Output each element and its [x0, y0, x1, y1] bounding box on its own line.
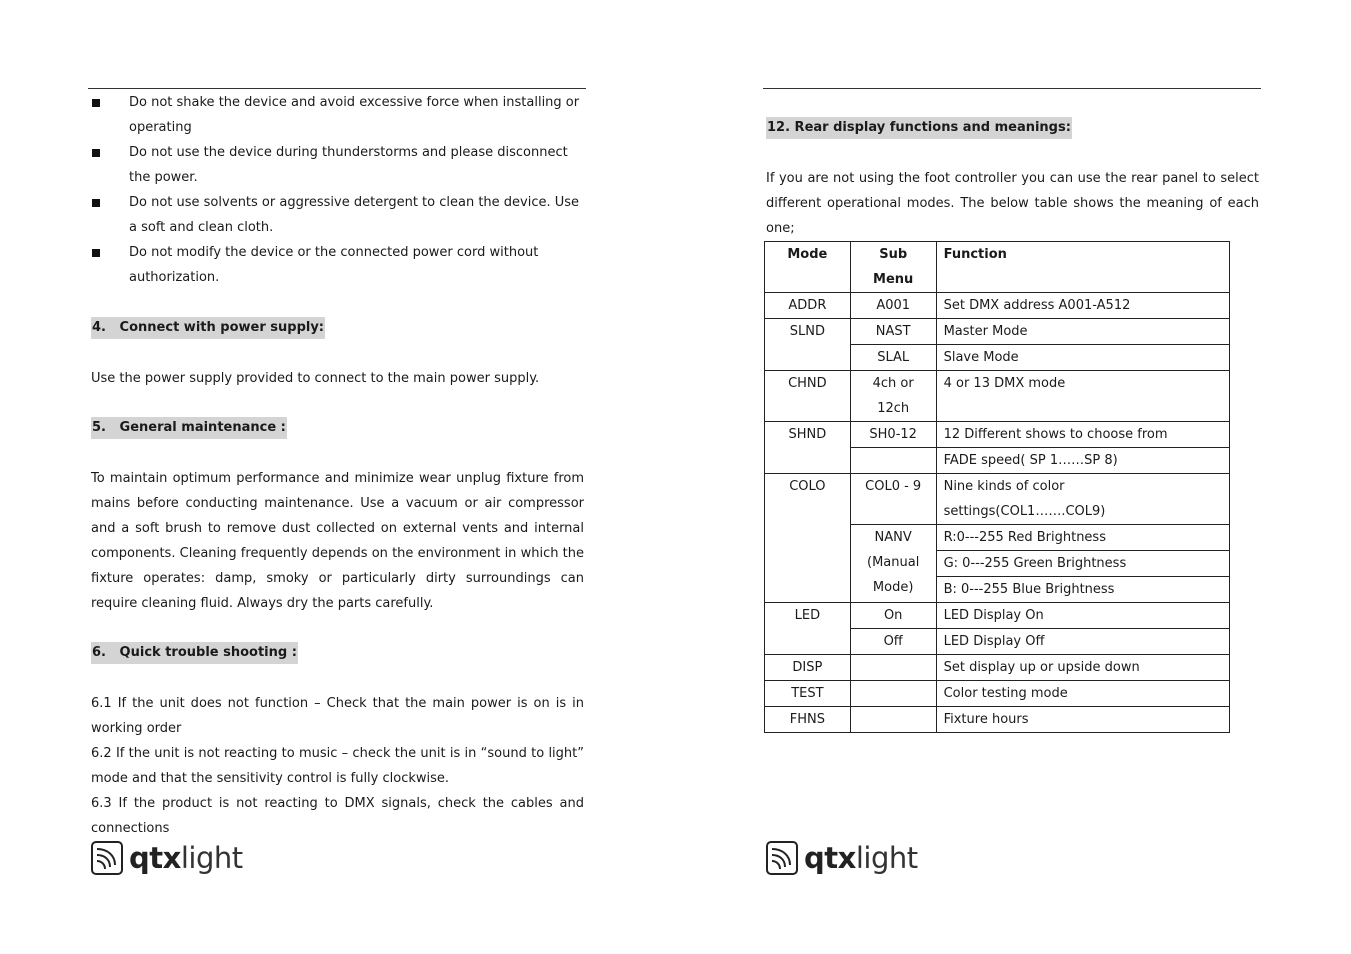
- bullet-item: [88, 190, 584, 240]
- mode-cell: LED: [765, 603, 851, 655]
- qtx-swirl-icon: [91, 841, 123, 875]
- table-row: [765, 681, 1230, 707]
- header-function: Function: [936, 242, 1229, 293]
- table-row: [765, 293, 1230, 319]
- maintenance-text: To maintain optimum performance and minimize wear unplug fixture from mains before conducting maintenance. Use a vacuum or air compressor and a soft brush to remove dust collected on external vents and internal components. Cleaning frequently depends on the environment in which the fixture operates: damp, smoky or particularly dirty surroundings can require cleaning fluid. Always dry the parts carefully.: [91, 471, 584, 611]
- bullet-text: Do not use solvents or aggressive detergent to clean the device. Use a soft and clean cloth.: [129, 195, 580, 235]
- sub-cell: NANV (Manual Mode): [850, 525, 936, 603]
- function-cell: Fixture hours: [936, 707, 1229, 733]
- function-cell: 4 or 13 DMX mode: [936, 371, 1229, 422]
- square-bullet-icon: [88, 190, 129, 240]
- troubleshooting-item: 6.1 If the unit does not function – Check that the main power is on is in working order: [91, 696, 584, 736]
- square-bullet-icon: [88, 140, 129, 190]
- bullet-item: [88, 90, 584, 140]
- sub-cell: 4ch or 12ch: [850, 371, 936, 422]
- table-row: [765, 474, 1230, 525]
- table-row: [765, 319, 1230, 345]
- sub-cell: SH0-12: [850, 422, 936, 448]
- function-cell: 12 Different shows to choose from: [936, 422, 1229, 448]
- logo-wordmark: qtxlight: [129, 841, 243, 875]
- function-cell: Slave Mode: [936, 345, 1229, 371]
- bullet-item: [88, 240, 584, 290]
- sub-cell: [850, 681, 936, 707]
- mode-cell: SHND: [765, 422, 851, 474]
- square-bullet-icon: [88, 90, 129, 140]
- sub-cell: A001: [850, 293, 936, 319]
- table-row: [765, 707, 1230, 733]
- right-page: [763, 0, 1263, 954]
- mode-cell: ADDR: [765, 293, 851, 319]
- function-cell: Master Mode: [936, 319, 1229, 345]
- troubleshooting-item: 6.3 If the product is not reacting to DMX signals, check the cables and connections: [91, 796, 584, 836]
- sub-cell: SLAL: [850, 345, 936, 371]
- mode-cell: TEST: [765, 681, 851, 707]
- troubleshooting-list: [91, 691, 584, 841]
- troubleshooting-item: 6.2 If the unit is not reacting to music – check the unit is in “sound to light” mode and that the sensitivity control is fully clockwise.: [91, 746, 584, 786]
- table-row: [765, 603, 1230, 629]
- bullet-text: Do not shake the device and avoid excessive force when installing or operating: [129, 95, 580, 135]
- qtxlight-logo: [766, 838, 918, 878]
- function-cell: Set display up or upside down: [936, 655, 1229, 681]
- header-rule: [763, 88, 1261, 89]
- sub-cell: NAST: [850, 319, 936, 345]
- bullet-text: Do not use the device during thunderstorms and please disconnect the power.: [129, 145, 568, 185]
- function-cell: Nine kinds of color settings(COL1…….COL9): [936, 474, 1229, 525]
- section-heading-power: 4. Connect with power supply:: [91, 317, 325, 339]
- sub-cell: [850, 448, 936, 474]
- section-heading-troubleshooting: 6. Quick trouble shooting :: [91, 642, 298, 664]
- square-bullet-icon: [88, 240, 129, 290]
- left-page: [88, 0, 588, 954]
- rear-display-intro: If you are not using the foot controller you can use the rear panel to select different operational modes. The below table shows the meaning of each one;: [766, 171, 1259, 236]
- table-row: [765, 655, 1230, 681]
- mode-cell: COLO: [765, 474, 851, 603]
- table-header-row: [765, 242, 1230, 293]
- mode-cell: SLND: [765, 319, 851, 371]
- function-cell: R:0---255 Red Brightness: [936, 525, 1229, 551]
- table-row: [765, 422, 1230, 448]
- sub-cell: [850, 655, 936, 681]
- header-sub-menu: Sub Menu: [850, 242, 936, 293]
- safety-bullet-list: [88, 90, 584, 290]
- function-cell: LED Display On: [936, 603, 1229, 629]
- section-heading-rear-display: 12. Rear display functions and meanings:: [766, 117, 1072, 139]
- sub-cell: On: [850, 603, 936, 629]
- function-cell: B: 0---255 Blue Brightness: [936, 577, 1229, 603]
- header-rule: [88, 88, 586, 89]
- qtx-swirl-icon: [766, 841, 798, 875]
- section-heading-maintenance: 5. General maintenance :: [91, 417, 287, 439]
- function-cell: LED Display Off: [936, 629, 1229, 655]
- function-cell: Color testing mode: [936, 681, 1229, 707]
- mode-cell: FHNS: [765, 707, 851, 733]
- function-cell: Set DMX address A001-A512: [936, 293, 1229, 319]
- function-cell: FADE speed( SP 1……SP 8): [936, 448, 1229, 474]
- power-supply-text: Use the power supply provided to connect to the main power supply.: [91, 371, 540, 386]
- sub-cell: COL0 - 9: [850, 474, 936, 525]
- mode-cell: CHND: [765, 371, 851, 422]
- bullet-item: [88, 140, 584, 190]
- rear-display-table: [764, 241, 1230, 733]
- qtxlight-logo: [91, 838, 243, 878]
- sub-cell: Off: [850, 629, 936, 655]
- sub-cell: [850, 707, 936, 733]
- header-mode: Mode: [765, 242, 851, 293]
- table-row: [765, 371, 1230, 422]
- mode-cell: DISP: [765, 655, 851, 681]
- bullet-text: Do not modify the device or the connected power cord without authorization.: [129, 245, 539, 285]
- logo-wordmark: qtxlight: [804, 841, 918, 875]
- function-cell: G: 0---255 Green Brightness: [936, 551, 1229, 577]
